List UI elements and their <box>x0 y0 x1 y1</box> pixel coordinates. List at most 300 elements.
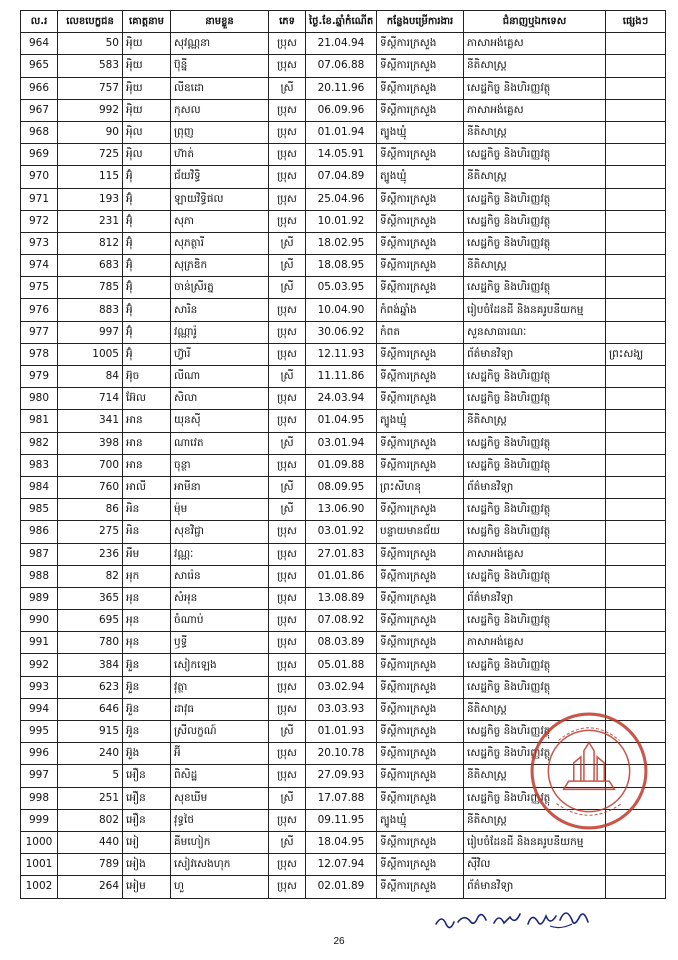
cell-given-name: ចំណាប់ <box>171 610 269 632</box>
cell-remarks: ព្រះសង្ឃ <box>606 343 666 365</box>
cell-birth-date: 01.01.86 <box>306 565 377 587</box>
cell-workplace: ទីស្តីការក្រសួង <box>377 876 464 898</box>
cell-sex: ស្រី <box>269 476 306 498</box>
cell-sex: ស្រី <box>269 77 306 99</box>
cell-candidate-id: 700 <box>58 454 123 476</box>
cell-candidate-id: 90 <box>58 121 123 143</box>
cell-candidate-id: 275 <box>58 521 123 543</box>
cell-birth-date: 12.07.94 <box>306 854 377 876</box>
cell-birth-date: 27.09.93 <box>306 765 377 787</box>
cell-sex: ប្រុស <box>269 521 306 543</box>
cell-candidate-id: 240 <box>58 743 123 765</box>
cell-sex: ប្រុស <box>269 765 306 787</box>
cell-given-name: សៀវសេងហុក <box>171 854 269 876</box>
table-row <box>21 366 666 388</box>
cell-major: សេដ្ឋកិច្ច និងហិរញ្ញវត្ថុ <box>464 77 606 99</box>
cell-birth-date: 05.01.88 <box>306 654 377 676</box>
cell-row-no: 994 <box>21 698 58 720</box>
cell-birth-date: 27.01.83 <box>306 543 377 565</box>
cell-major: សេដ្ឋកិច្ច និងហិរញ្ញវត្ថុ <box>464 144 606 166</box>
cell-sex: ប្រុស <box>269 210 306 232</box>
cell-major: ព័ត៌មានវិទ្យា <box>464 876 606 898</box>
cell-candidate-id: 997 <box>58 321 123 343</box>
cell-row-no: 980 <box>21 388 58 410</box>
cell-birth-date: 21.04.94 <box>306 33 377 55</box>
cell-surname: អុិយ <box>123 55 171 77</box>
cell-row-no: 989 <box>21 587 58 609</box>
cell-remarks <box>606 232 666 254</box>
cell-remarks <box>606 388 666 410</box>
cell-candidate-id: 50 <box>58 33 123 55</box>
cell-surname: អុក <box>123 565 171 587</box>
cell-remarks <box>606 632 666 654</box>
cell-sex: ប្រុស <box>269 188 306 210</box>
cell-row-no: 977 <box>21 321 58 343</box>
table-row <box>21 565 666 587</box>
cell-given-name: សារ៉េន <box>171 565 269 587</box>
cell-given-name: សុខវិជ្ជា <box>171 521 269 543</box>
col-header-major: ជំនាញឬឯកទេស <box>464 11 606 33</box>
cell-row-no: 984 <box>21 476 58 498</box>
cell-row-no: 981 <box>21 410 58 432</box>
cell-given-name: ហ៊ាត់ <box>171 144 269 166</box>
cell-major: ភាសាអង់គ្លេស <box>464 33 606 55</box>
cell-row-no: 997 <box>21 765 58 787</box>
cell-birth-date: 06.09.96 <box>306 99 377 121</box>
cell-sex: ប្រុស <box>269 698 306 720</box>
cell-remarks <box>606 166 666 188</box>
col-header-workplace: កន្លែងបម្រើការងារ <box>377 11 464 33</box>
cell-surname: អ៊ុំ <box>123 321 171 343</box>
table-row <box>21 77 666 99</box>
cell-workplace: ទីស្តីការក្រសួង <box>377 543 464 565</box>
cell-sex: ស្រី <box>269 499 306 521</box>
cell-candidate-id: 780 <box>58 632 123 654</box>
cell-major: នីតិសាស្ត្រ <box>464 121 606 143</box>
cell-birth-date: 07.06.88 <box>306 55 377 77</box>
cell-major: សេដ្ឋកិច្ច និងហិរញ្ញវត្ថុ <box>464 787 606 809</box>
cell-candidate-id: 785 <box>58 277 123 299</box>
cell-birth-date: 08.09.95 <box>306 476 377 498</box>
cell-surname: អ៊ុច <box>123 366 171 388</box>
cell-major: សេដ្ឋកិច្ច និងហិរញ្ញវត្ថុ <box>464 277 606 299</box>
cell-given-name: អ៊ី <box>171 743 269 765</box>
cell-candidate-id: 695 <box>58 610 123 632</box>
cell-given-name: ចាន់ស្រីរត្ន <box>171 277 269 299</box>
cell-surname: អ៊ុំ <box>123 277 171 299</box>
cell-surname: អ៊ួន <box>123 698 171 720</box>
cell-birth-date: 12.11.93 <box>306 343 377 365</box>
cell-birth-date: 01.01.94 <box>306 121 377 143</box>
cell-workplace: ទីស្តីការក្រសួង <box>377 33 464 55</box>
cell-sex: ស្រី <box>269 721 306 743</box>
cell-major: នីតិសាស្ត្រ <box>464 698 606 720</box>
cell-remarks <box>606 299 666 321</box>
cell-surname: អឿន <box>123 787 171 809</box>
cell-sex: ប្រុស <box>269 388 306 410</box>
cell-workplace: ទីស្តីការក្រសួង <box>377 277 464 299</box>
cell-given-name: អាមីនា <box>171 476 269 498</box>
cell-candidate-id: 384 <box>58 654 123 676</box>
cell-surname: អៀម <box>123 876 171 898</box>
cell-workplace: ទីស្តីការក្រសួង <box>377 721 464 743</box>
cell-given-name: ហ៊្វារី <box>171 343 269 365</box>
cell-major: សេដ្ឋកិច្ច និងហិរញ្ញវត្ថុ <box>464 188 606 210</box>
cell-remarks <box>606 476 666 498</box>
cell-remarks <box>606 676 666 698</box>
table-row <box>21 831 666 853</box>
cell-surname: អឿន <box>123 765 171 787</box>
cell-major: សួនសាធារណៈ <box>464 321 606 343</box>
cell-workplace: ទីស្តីការក្រសួង <box>377 676 464 698</box>
cell-major: នីតិសាស្ត្រ <box>464 765 606 787</box>
cell-row-no: 995 <box>21 721 58 743</box>
cell-workplace: ទីស្តីការក្រសួង <box>377 144 464 166</box>
cell-candidate-id: 812 <box>58 232 123 254</box>
cell-given-name: ម៉ុម <box>171 499 269 521</box>
cell-row-no: 987 <box>21 543 58 565</box>
cell-remarks <box>606 210 666 232</box>
cell-surname: អៀ <box>123 831 171 853</box>
cell-surname: អុិល <box>123 144 171 166</box>
cell-sex: ប្រុស <box>269 543 306 565</box>
cell-given-name: សៀកឡេង <box>171 654 269 676</box>
cell-remarks <box>606 876 666 898</box>
cell-candidate-id: 760 <box>58 476 123 498</box>
cell-remarks <box>606 277 666 299</box>
cell-given-name: ចុន្ថា <box>171 454 269 476</box>
cell-row-no: 970 <box>21 166 58 188</box>
table-row <box>21 321 666 343</box>
cell-major: សេដ្ឋកិច្ច និងហិរញ្ញវត្ថុ <box>464 654 606 676</box>
cell-sex: ប្រុស <box>269 343 306 365</box>
cell-surname: អាន <box>123 454 171 476</box>
cell-candidate-id: 992 <box>58 99 123 121</box>
cell-row-no: 983 <box>21 454 58 476</box>
cell-sex: ប្រុស <box>269 587 306 609</box>
cell-row-no: 979 <box>21 366 58 388</box>
cell-row-no: 969 <box>21 144 58 166</box>
cell-major: សេដ្ឋកិច្ច និងហិរញ្ញវត្ថុ <box>464 499 606 521</box>
cell-remarks <box>606 432 666 454</box>
cell-birth-date: 11.11.86 <box>306 366 377 388</box>
cell-candidate-id: 231 <box>58 210 123 232</box>
cell-given-name: យុនស៊ី <box>171 410 269 432</box>
cell-given-name: សិលា <box>171 388 269 410</box>
cell-workplace: ទីស្តីការក្រសួង <box>377 366 464 388</box>
cell-workplace: ទីស្តីការក្រសួង <box>377 698 464 720</box>
cell-candidate-id: 725 <box>58 144 123 166</box>
cell-major: សេដ្ឋកិច្ច និងហិរញ្ញវត្ថុ <box>464 232 606 254</box>
cell-major: សេដ្ឋកិច្ច និងហិរញ្ញវត្ថុ <box>464 210 606 232</box>
cell-remarks <box>606 255 666 277</box>
cell-row-no: 1001 <box>21 854 58 876</box>
table-row <box>21 343 666 365</box>
cell-sex: ប្រុស <box>269 299 306 321</box>
table-row <box>21 388 666 410</box>
cell-birth-date: 10.01.92 <box>306 210 377 232</box>
cell-major: សេដ្ឋកិច្ច និងហិរញ្ញវត្ថុ <box>464 454 606 476</box>
cell-candidate-id: 82 <box>58 565 123 587</box>
cell-given-name: លីឧដោ <box>171 77 269 99</box>
cell-major: សេដ្ឋកិច្ច និងហិរញ្ញវត្ថុ <box>464 366 606 388</box>
cell-remarks <box>606 610 666 632</box>
table-row <box>21 499 666 521</box>
cell-workplace: ទីស្តីការក្រសួង <box>377 743 464 765</box>
table-row <box>21 255 666 277</box>
cell-candidate-id: 802 <box>58 809 123 831</box>
cell-given-name: សុភ្រឌិក <box>171 255 269 277</box>
table-row <box>21 543 666 565</box>
cell-sex: ប្រុស <box>269 610 306 632</box>
cell-workplace: ទីស្តីការក្រសួង <box>377 787 464 809</box>
cell-given-name: ណាវេត <box>171 432 269 454</box>
cell-major: នីតិសាស្ត្រ <box>464 809 606 831</box>
cell-sex: ស្រី <box>269 787 306 809</box>
page-number: 26 <box>333 936 345 947</box>
cell-surname: អ៊ុំ <box>123 188 171 210</box>
cell-surname: អុន <box>123 587 171 609</box>
cell-workplace: ទីស្តីការក្រសួង <box>377 831 464 853</box>
cell-sex: ប្រុស <box>269 854 306 876</box>
col-header-given-name: នាមខ្លួន <box>171 11 269 33</box>
cell-given-name: សំអុន <box>171 587 269 609</box>
cell-sex: ប្រុស <box>269 676 306 698</box>
cell-given-name: វុត្ថា <box>171 676 269 698</box>
cell-birth-date: 10.04.90 <box>306 299 377 321</box>
cell-major: ព័ត៌មានវិទ្យា <box>464 587 606 609</box>
cell-sex: ប្រុស <box>269 632 306 654</box>
cell-birth-date: 25.04.96 <box>306 188 377 210</box>
table-row <box>21 121 666 143</box>
cell-surname: អិន <box>123 499 171 521</box>
table-row <box>21 876 666 898</box>
cell-workplace: ទីស្តីការក្រសួង <box>377 632 464 654</box>
cell-given-name: គីមហៀក <box>171 831 269 853</box>
cell-major: សេដ្ឋកិច្ច និងហិរញ្ញវត្ថុ <box>464 743 606 765</box>
table-row <box>21 454 666 476</box>
cell-sex: ប្រុស <box>269 809 306 831</box>
cell-major: ភាសាអង់គ្លេស <box>464 632 606 654</box>
cell-row-no: 972 <box>21 210 58 232</box>
cell-surname: អុិយ <box>123 99 171 121</box>
cell-row-no: 966 <box>21 77 58 99</box>
cell-remarks <box>606 144 666 166</box>
cell-sex: ប្រុស <box>269 654 306 676</box>
cell-candidate-id: 757 <box>58 77 123 99</box>
cell-workplace: កំពង់ឆ្នាំង <box>377 299 464 321</box>
cell-workplace: ទីស្តីការក្រសួង <box>377 188 464 210</box>
cell-major: ព័ត៌មានវិទ្យា <box>464 476 606 498</box>
cell-candidate-id: 365 <box>58 587 123 609</box>
cell-candidate-id: 1005 <box>58 343 123 365</box>
cell-birth-date: 08.03.89 <box>306 632 377 654</box>
cell-birth-date: 03.01.92 <box>306 521 377 543</box>
cell-candidate-id: 115 <box>58 166 123 188</box>
cell-major: សេដ្ឋកិច្ច និងហិរញ្ញវត្ថុ <box>464 388 606 410</box>
cell-row-no: 991 <box>21 632 58 654</box>
cell-remarks <box>606 410 666 432</box>
cell-birth-date: 07.08.92 <box>306 610 377 632</box>
cell-candidate-id: 341 <box>58 410 123 432</box>
cell-row-no: 1000 <box>21 831 58 853</box>
col-header-birth-date: ថ្ងៃ.ខែ.ឆ្នាំកំណើត <box>306 11 377 33</box>
cell-sex: ប្រុស <box>269 565 306 587</box>
cell-sex: ប្រុស <box>269 321 306 343</box>
cell-major: ព័ត៌មានវិទ្យា <box>464 343 606 365</box>
col-header-candidate-id: លេខបេក្ខជន <box>58 11 123 33</box>
cell-surname: អៀង <box>123 854 171 876</box>
table-row <box>21 521 666 543</box>
cell-row-no: 998 <box>21 787 58 809</box>
cell-given-name: លីណា <box>171 366 269 388</box>
cell-workplace: ទីស្តីការក្រសួង <box>377 255 464 277</box>
cell-major: សេដ្ឋកិច្ច និងហិរញ្ញវត្ថុ <box>464 721 606 743</box>
cell-row-no: 988 <box>21 565 58 587</box>
cell-given-name: វណ្ណៈ <box>171 543 269 565</box>
table-row <box>21 654 666 676</box>
cell-surname: អិន <box>123 521 171 543</box>
cell-candidate-id: 264 <box>58 876 123 898</box>
cell-surname: អ៊ុំ <box>123 299 171 321</box>
cell-workplace: ទីស្តីការក្រសួង <box>377 499 464 521</box>
cell-birth-date: 09.11.95 <box>306 809 377 831</box>
cell-birth-date: 03.03.93 <box>306 698 377 720</box>
cell-sex: ប្រុស <box>269 876 306 898</box>
table-row <box>21 188 666 210</box>
cell-remarks <box>606 366 666 388</box>
cell-given-name: ព្រុញ <box>171 121 269 143</box>
table-row <box>21 676 666 698</box>
cell-birth-date: 03.01.94 <box>306 432 377 454</box>
cell-surname: អ៊ួន <box>123 654 171 676</box>
cell-surname: អឿន <box>123 809 171 831</box>
cell-workplace: ទីស្តីការក្រសួង <box>377 232 464 254</box>
table-row <box>21 476 666 498</box>
table-row <box>21 144 666 166</box>
cell-major: ភាសាអង់គ្លេស <box>464 543 606 565</box>
cell-major: សេដ្ឋកិច្ច និងហិរញ្ញវត្ថុ <box>464 521 606 543</box>
cell-remarks <box>606 854 666 876</box>
cell-remarks <box>606 831 666 853</box>
cell-candidate-id: 251 <box>58 787 123 809</box>
cell-surname: អ៊ែល <box>123 388 171 410</box>
cell-birth-date: 01.09.88 <box>306 454 377 476</box>
cell-row-no: 964 <box>21 33 58 55</box>
cell-workplace: ទីស្តីការក្រសួង <box>377 587 464 609</box>
cell-major: ភាសាអង់គ្លេស <box>464 99 606 121</box>
table-row <box>21 854 666 876</box>
cell-major: នីតិសាស្ត្រ <box>464 410 606 432</box>
cell-row-no: 982 <box>21 432 58 454</box>
cell-workplace: ទីស្តីការក្រសួង <box>377 854 464 876</box>
cell-surname: អុិយ <box>123 33 171 55</box>
cell-major: នីតិសាស្ត្រ <box>464 55 606 77</box>
table-row <box>21 587 666 609</box>
cell-birth-date: 30.06.92 <box>306 321 377 343</box>
cell-given-name: សុភា <box>171 210 269 232</box>
cell-birth-date: 24.03.94 <box>306 388 377 410</box>
cell-remarks <box>606 55 666 77</box>
cell-birth-date: 03.02.94 <box>306 676 377 698</box>
cell-workplace: ត្បូងឃ្មុំ <box>377 121 464 143</box>
cell-candidate-id: 193 <box>58 188 123 210</box>
cell-given-name: សុភត្ថារី <box>171 232 269 254</box>
table-row <box>21 210 666 232</box>
cell-workplace: ទីស្តីការក្រសួង <box>377 765 464 787</box>
cell-row-no: 985 <box>21 499 58 521</box>
cell-sex: ស្រី <box>269 366 306 388</box>
cell-sex: ប្រុស <box>269 454 306 476</box>
cell-given-name: ឫទ្ធី <box>171 632 269 654</box>
cell-birth-date: 05.03.95 <box>306 277 377 299</box>
cell-birth-date: 13.08.89 <box>306 587 377 609</box>
cell-birth-date: 18.08.95 <box>306 255 377 277</box>
cell-major: សេដ្ឋកិច្ច និងហិរញ្ញវត្ថុ <box>464 610 606 632</box>
cell-surname: អឹម <box>123 543 171 565</box>
cell-surname: អ៊ួន <box>123 676 171 698</box>
cell-row-no: 978 <box>21 343 58 365</box>
cell-workplace: ត្បូងឃ្មុំ <box>377 809 464 831</box>
cell-sex: ស្រី <box>269 831 306 853</box>
cell-surname: អុន <box>123 610 171 632</box>
cell-workplace: ត្បូងឃ្មុំ <box>377 166 464 188</box>
cell-sex: ស្រី <box>269 232 306 254</box>
cell-row-no: 992 <box>21 654 58 676</box>
cell-row-no: 975 <box>21 277 58 299</box>
handwritten-signature <box>432 902 602 936</box>
cell-row-no: 971 <box>21 188 58 210</box>
cell-remarks <box>606 543 666 565</box>
table-row <box>21 299 666 321</box>
cell-surname: អ៊ុំ <box>123 210 171 232</box>
cell-given-name: ពិសិដ្ឋ <box>171 765 269 787</box>
table-header-row <box>21 11 666 33</box>
cell-row-no: 967 <box>21 99 58 121</box>
cell-major: រៀបចំដែនដី និងនគរូបនីយកម្ម <box>464 831 606 853</box>
table-row <box>21 432 666 454</box>
cell-given-name: សុខឃីម <box>171 787 269 809</box>
cell-workplace: ទីស្តីការក្រសួង <box>377 654 464 676</box>
cell-surname: អាន <box>123 432 171 454</box>
cell-given-name: វណ្ណារ៉ូ <box>171 321 269 343</box>
cell-row-no: 968 <box>21 121 58 143</box>
cell-candidate-id: 915 <box>58 721 123 743</box>
cell-surname: អ៊ុំ <box>123 166 171 188</box>
cell-row-no: 996 <box>21 743 58 765</box>
cell-sex: ប្រុស <box>269 99 306 121</box>
cell-given-name: ស្រីលក្ខណ៍ <box>171 721 269 743</box>
cell-candidate-id: 398 <box>58 432 123 454</box>
cell-remarks <box>606 587 666 609</box>
cell-remarks <box>606 188 666 210</box>
cell-workplace: ទីស្តីការក្រសួង <box>377 388 464 410</box>
cell-birth-date: 01.01.93 <box>306 721 377 743</box>
cell-given-name: សុវណ្ណនា <box>171 33 269 55</box>
cell-workplace: ទីស្តីការក្រសួង <box>377 565 464 587</box>
cell-candidate-id: 5 <box>58 765 123 787</box>
cell-major: នីតិសាស្ត្រ <box>464 255 606 277</box>
cell-given-name: កុសល <box>171 99 269 121</box>
cell-row-no: 990 <box>21 610 58 632</box>
cell-sex: ប្រុស <box>269 144 306 166</box>
cell-remarks <box>606 654 666 676</box>
cell-workplace: ទីស្តីការក្រសួង <box>377 343 464 365</box>
cell-remarks <box>606 454 666 476</box>
table-row <box>21 33 666 55</box>
cell-major: សេដ្ឋកិច្ច និងហិរញ្ញវត្ថុ <box>464 432 606 454</box>
cell-workplace: ទីស្តីការក្រសួង <box>377 99 464 121</box>
